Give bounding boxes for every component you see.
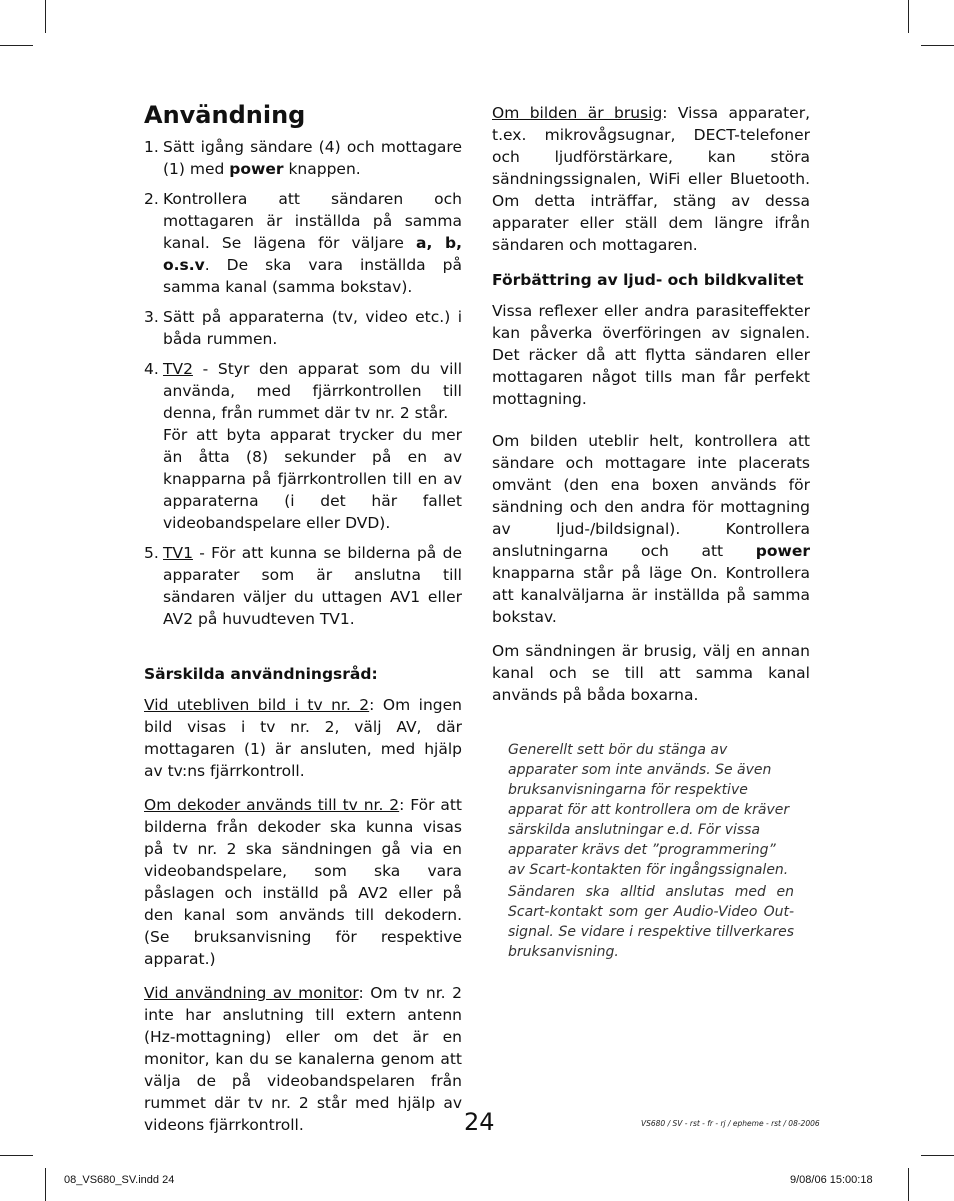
- list-text: Sätt på apparaterna (tv, video etc.) i båda rummen.: [163, 308, 462, 348]
- paragraph: Vissa reflexer eller andra parasiteffekter kan påverka överföringen av signalen. Det räcker då att flytta sändaren eller mottagaren något tills man får perfekt mottagning.: [492, 302, 810, 408]
- crop-mark: [908, 0, 909, 33]
- note-box: [492, 740, 810, 962]
- tip-paragraph: [492, 102, 810, 256]
- crop-mark: [921, 1155, 954, 1156]
- subheading: Förbättring av ljud- och bildkvalitet: [492, 271, 804, 289]
- crop-mark: [908, 1168, 909, 1201]
- paragraph-text: knapparna står på läge On. Kontrollera att kanalväljarna är inställda på samma bokstav.: [492, 564, 810, 626]
- list-text: . De ska vara inställda på samma kanal (samma bokstav).: [163, 256, 462, 296]
- list-item: [144, 188, 462, 298]
- bold-term: a, b, o.s.v: [163, 234, 462, 274]
- crop-mark: [921, 45, 954, 46]
- underlined-term: Vid användning av monitor: [144, 984, 359, 1002]
- list-number: 4.: [144, 360, 159, 378]
- section-heading: Användning: [144, 101, 306, 129]
- crop-mark: [0, 1155, 33, 1156]
- paragraph: Om sändningen är brusig, välj en annan kanal och se till att samma kanal används på båda boxarna.: [492, 642, 810, 704]
- list-text: - Styr den apparat som du vill använda, med fjärrkontrollen till denna, från rummet där tv nr. 2 står.: [163, 360, 462, 422]
- list-text: För att byta apparat trycker du mer än åtta (8) sekunder på en av knapparna på fjärrkontrollen till en av apparaterna (i det här fallet videobandspelare eller DVD).: [163, 426, 462, 532]
- document-code: VS680 / SV - rst - fr - rj / epheme - rst / 08-2006: [641, 1119, 820, 1128]
- list-text: - För att kunna se bilderna på de apparater som är anslutna till sändaren väljer du uttagen AV1 eller AV2 på huvudteven TV1.: [163, 544, 462, 628]
- list-item: [144, 136, 462, 180]
- list-item: [144, 358, 462, 534]
- left-column: [144, 100, 462, 1148]
- file-slug: 08_VS680_SV.indd 24: [64, 1174, 175, 1186]
- bold-term: power: [755, 542, 810, 560]
- list-number: 5.: [144, 544, 159, 562]
- list-text: Kontrollera att sändaren och mottagaren är inställda på samma kanal. Se lägena för väljare: [163, 190, 462, 252]
- paragraph-text: : Om tv nr. 2 inte har anslutning till extern antenn (Hz-mottagning) eller om det är en monitor, kan du se kanalerna genom att välja de på videobandspelaren från rummet där tv nr. 2 står med hjälp av videons fjärrkontroll.: [144, 984, 462, 1134]
- page-number: 24: [464, 1108, 495, 1136]
- underlined-term: Om bilden är brusig: [492, 104, 663, 122]
- right-column: [492, 102, 810, 964]
- subheading: Särskilda användningsråd:: [144, 665, 378, 683]
- tip-paragraph: [144, 982, 462, 1136]
- list-text: knappen.: [283, 160, 361, 178]
- list-item: [144, 306, 462, 350]
- crop-mark: [0, 45, 33, 46]
- tip-paragraph: [144, 694, 462, 782]
- tip-paragraph: [144, 794, 462, 970]
- underlined-term: TV2: [163, 360, 193, 378]
- paragraph-text: : För att bilderna från dekoder ska kunna visas på tv nr. 2 ska sändningen gå via en videobandspelare, som ska vara påslagen och inställd på AV2 eller på den kanal som används till dekodern. (Se bruksanvisning för respektive apparat.): [144, 796, 462, 968]
- list-item: [144, 542, 462, 630]
- bold-term: power: [229, 160, 284, 178]
- list-text: Sätt igång sändare (4) och mottagare (1) med: [163, 138, 462, 178]
- underlined-term: Vid utebliven bild i tv nr. 2: [144, 696, 370, 714]
- list-number: 1.: [144, 138, 159, 156]
- list-number: 3.: [144, 308, 159, 326]
- underlined-term: Om dekoder används till tv nr. 2: [144, 796, 400, 814]
- paragraph: [492, 430, 810, 628]
- date-slug: 9/08/06 15:00:18: [790, 1174, 873, 1186]
- underlined-term: TV1: [163, 544, 193, 562]
- crop-mark: [45, 1168, 46, 1201]
- paragraph-text: : Om ingen bild visas i tv nr. 2, välj AV, där mottagaren (1) är ansluten, med hjälp av tv:ns fjärrkontroll.: [144, 696, 462, 780]
- crop-mark: [45, 0, 46, 33]
- paragraph-text: Om bilden uteblir helt, kontrollera att sändare och mottagare inte placerats omvänt (den ena boxen används för sändning och den andra för mottagning av ljud-/bildsignal). Kontrollera anslutningarna och att: [492, 432, 810, 560]
- list-number: 2.: [144, 190, 159, 208]
- paragraph-text: : Vissa apparater, t.ex. mikrovågsugnar, DECT-telefoner och ljudförstärkare, kan störa sändningssignalen, WiFi eller Bluetooth. Om detta inträffar, stäng av dessa apparater eller ställ dem längre ifrån sändaren och mottagaren.: [492, 104, 810, 254]
- instruction-list: [144, 136, 462, 630]
- note-text: Generellt sett bör du stänga av apparater som inte används. Se även bruksanvisningarna för respektive apparat för att kontrollera om de kräver särskilda anslutningar e.d. För vissa apparater krävs det ”programmering” av Scart-kontakten för ingångssignalen.: [508, 742, 790, 878]
- note-text: Sändaren ska alltid anslutas med en Scart-kontakt som ger Audio-Video Out-signal. Se vidare i respektive tillverkares bruksanvisning.: [508, 884, 794, 960]
